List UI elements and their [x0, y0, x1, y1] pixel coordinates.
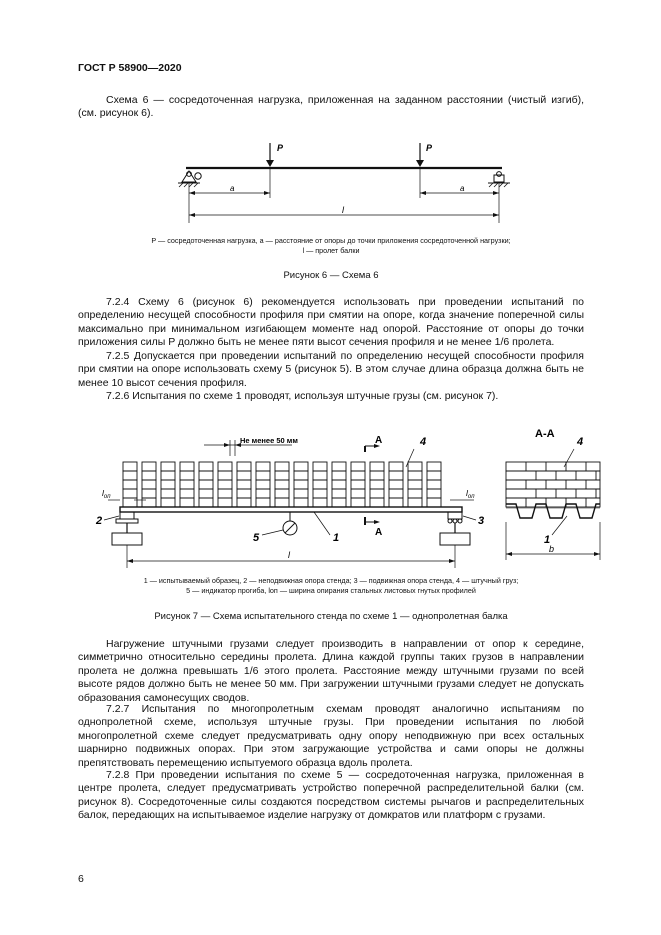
- load-label-right: P: [426, 143, 433, 153]
- label-1-section: 1: [544, 534, 551, 546]
- paragraph-7-2-5: 7.2.5 Допускается при проведении испытаний по определению несущей способности профиля при смятии на опоре использовать схему 5 (рисунок 5). В этом случае длина образца должна быть не менее 10 высот сечения профиля.: [78, 350, 584, 389]
- test-specimen: [120, 507, 462, 512]
- paragraph-7-2-7: 7.2.7 Испытания по многопролетным схемам проводят аналогично испытаниям по однопролетной схеме, используя штучные грузы. При проведении испытания по любой многопролетной схеме следует предусматривать одну опору неподвижную при всех остальных шарнирно подвижных опорах. При этом загружающие устройства и сами опоры не должны препятствовать перемещению испытуемого образца вдоль пролета.: [78, 703, 584, 769]
- paragraph-7-2-8: 7.2.8 При проведении испытания по схеме 5 — сосредоточенная нагрузка, приложенная в центре пролета, следует предусматривать устройство поперечной распределительной балки (см. рисунок 8). Сосредоточенные силы создаются посредством системы рычагов и распределительных балок, передающих на испытываемое изделие нагрузку от домкратов или платформ с грузами.: [78, 769, 584, 822]
- deflection-indicator: [262, 512, 297, 535]
- section-mark-top: A: [375, 435, 383, 446]
- page-number: 6: [78, 873, 84, 885]
- paragraph-loading: Нагружение штучными грузами следует производить в направлении от опор к середине, симметрично относительно середины пролета. Длина каждой группы таких грузов в направлении пролета не должна превышать 1/6 этого пролета. Расстояние между штучными грузами по всей высоте рядов должно быть не менее 50 мм. При загружении штучными грузами следует не допускать образования самонесущих сводов.: [78, 638, 584, 704]
- dim-l-fig7-label: l: [288, 550, 290, 560]
- figure-6-legend-2: l — пролет балки: [302, 246, 360, 255]
- paragraph-7-2-4: 7.2.4 Схему 6 (рисунок 6) рекомендуется использовать при проведении испытаний по определению несущей способности профиля при смятии на опоре, когда значение поперечной силы максимально при минимальном изгибающем моменте над опорой. Расстояние от опоры до точки приложения силы P должно быть не менее пяти высот сечения профиля и не менее 1/6 пролета.: [78, 296, 584, 349]
- figure-6-diagram: [170, 138, 515, 230]
- min-gap-label: Не менее 50 мм: [240, 436, 298, 445]
- figure-7-legend-1: 1 — испытываемый образец, 2 — неподвижная опора стенда; 3 — подвижная опора стенда, 4 — штучный груз;: [143, 576, 519, 585]
- label-2: 2: [96, 515, 103, 527]
- load-stack: [123, 462, 441, 507]
- figure-7-diagram: [92, 422, 602, 572]
- dim-a-left-label: a: [230, 184, 235, 193]
- section-mark-bottom: A: [375, 527, 383, 538]
- paragraph-7-2-6: 7.2.6 Испытания по схеме 1 проводят, используя штучные грузы (см. рисунок 7).: [106, 390, 499, 402]
- dim-l-label: l: [342, 205, 344, 215]
- section-bricks: [506, 462, 600, 507]
- figure-7-legend-2: 5 — индикатор прогиба, lоп — ширина опирания стальных листовых гнутых профилей: [186, 586, 476, 595]
- label-5: 5: [253, 532, 260, 544]
- l-on-left-label: $l_{оп}$: [102, 488, 111, 500]
- figure-7-title: Рисунок 7 — Схема испытательного стенда по схеме 1 — однопролетная балка: [154, 611, 508, 622]
- label-4-side: 4: [420, 436, 427, 448]
- label-3: 3: [478, 515, 485, 527]
- label-4-section: 4: [577, 436, 584, 448]
- load-label-left: P: [277, 143, 284, 153]
- document-header: ГОСТ Р 58900—2020: [78, 62, 182, 74]
- figure-6-title: Рисунок 6 — Схема 6: [283, 270, 379, 281]
- figure-6-legend-1: P — сосредоточенная нагрузка, a — расстояние от опоры до точки приложения сосредоточенной нагрузки;: [151, 236, 511, 245]
- scheme6-paragraph: Схема 6 — сосредоточенная нагрузка, приложенная на заданном расстоянии (чистый изгиб), (см. рисунок 6).: [78, 94, 584, 120]
- left-support: [178, 171, 201, 187]
- label-1: 1: [333, 532, 340, 544]
- dim-a-right-label: a: [460, 184, 465, 193]
- section-title: A-A: [535, 428, 555, 440]
- l-on-right-label: $l_{оп}$: [466, 488, 475, 500]
- dim-b-label: b: [549, 544, 555, 554]
